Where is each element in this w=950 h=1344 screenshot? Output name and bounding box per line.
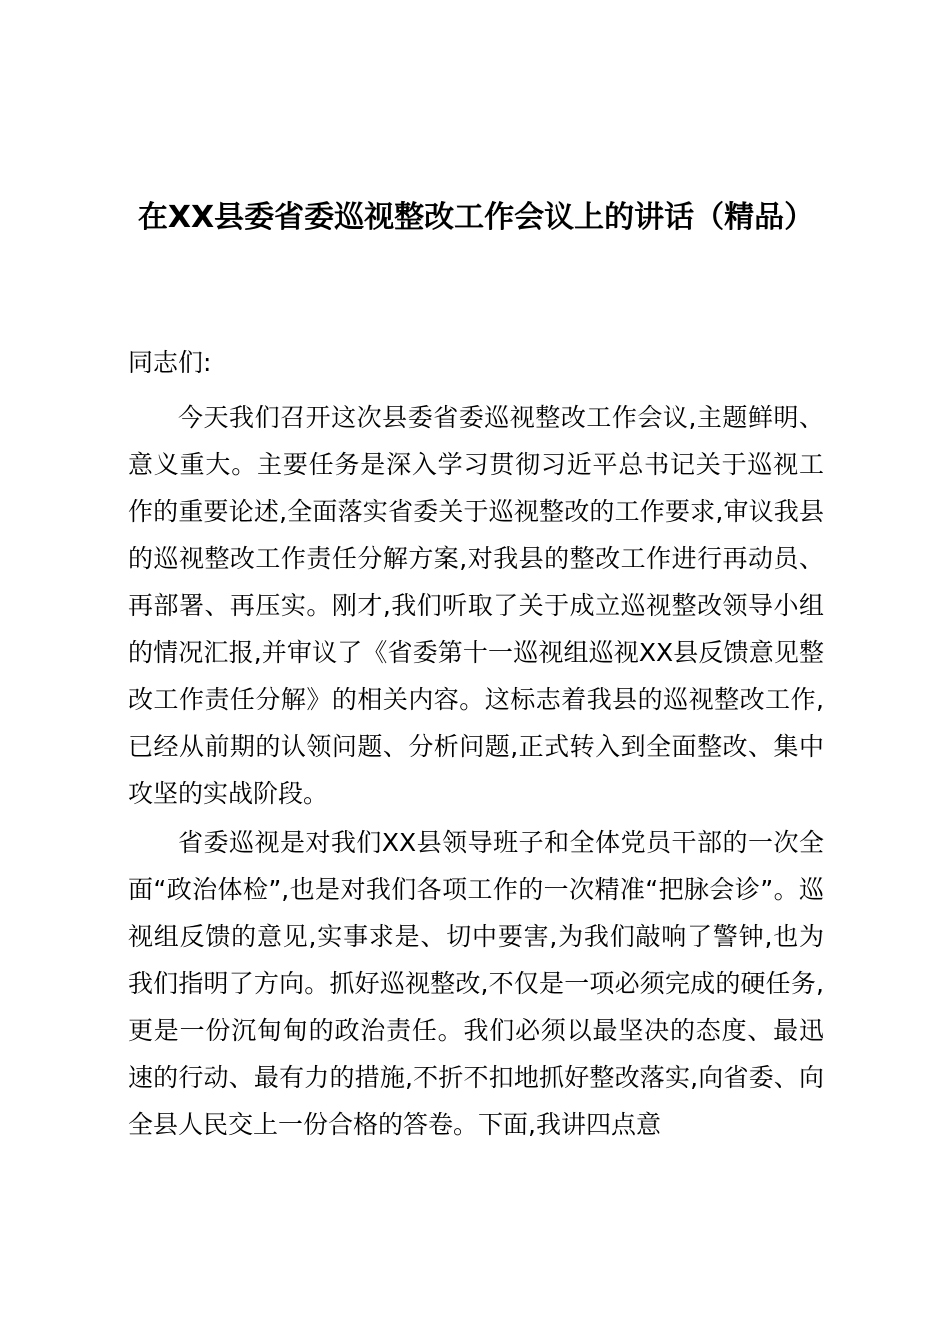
paragraph-2: 省委巡视是对我们XX县领导班子和全体党员干部的一次全面“政治体检”,也是对我们各项工作的一次精准“把脉会诊”。巡视组反馈的意见,实事求是、切中要害,为我们敲响了警钟,也为我们指明了方向。抓好巡视整改,不仅是一项必须完成的硬任务,更是一份沉甸甸的政治责任。我们必须以最坚决的态度、最迅速的行动、最有力的措施,不折不扣地抓好整改落实,向省委、向全县人民交上一份合格的答卷。下面,我讲四点意: [128, 828, 824, 1139]
paragraph-1: 今天我们召开这次县委省委巡视整改工作会议,主题鲜明、意义重大。主要任务是深入学习贯彻习近平总书记关于巡视工作的重要论述,全面落实省委关于巡视整改的工作要求,审议我县的巡视整改工作责任分解方案,对我县的整改工作进行再动员、再部署、再压实。刚才,我们听取了关于成立巡视整改领导小组的情况汇报,并审议了《省委第十一巡视组巡视XX县反馈意见整改工作责任分解》的相关内容。这标志着我县的巡视整改工作,已经从前期的认领问题、分析问题,正式转入到全面整改、集中攻坚的实战阶段。: [128, 403, 824, 808]
salutation: 同志们:: [128, 348, 212, 377]
document-title: 在XX县委省委巡视整改工作会议上的讲话（精品）: [137, 200, 815, 235]
document-body: [128, 394, 824, 1148]
